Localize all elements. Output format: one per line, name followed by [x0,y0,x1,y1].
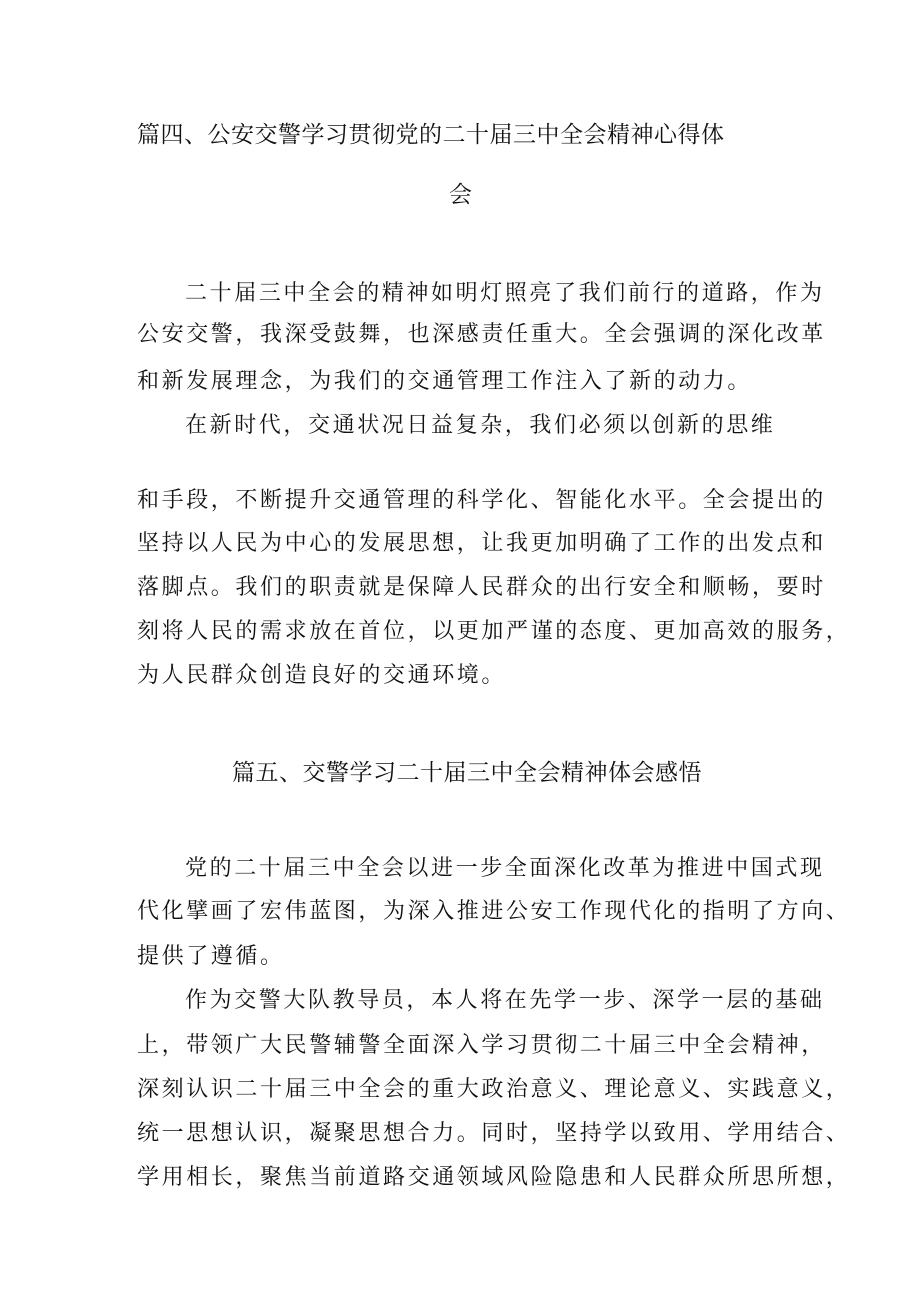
section4-paragraph-line: 刻将人民的需求放在首位，以更加严谨的态度、更加高效的服务， [137,619,851,644]
section4-paragraph-line: 在新时代，交通状况日益复杂，我们必须以创新的思维 [185,413,776,438]
section4-title-line1: 篇四、公安交警学习贯彻党的二十届三中全会精神心得体 [137,122,725,148]
section5-paragraph-line: 作为交警大队教导员，本人将在先学一步、深学一层的基础 [185,988,825,1013]
section4-paragraph-line: 为人民群众创造良好的交通环境。 [137,663,507,688]
section5-paragraph-line: 统一思想认识，凝聚思想合力。同时，坚持学以致用、学用结合、 [137,1121,851,1146]
section5-paragraph-line: 深刻认识二十届三中全会的重大政治意义、理论意义、实践意义， [137,1077,851,1102]
section4-paragraph-line: 二十届三中全会的精神如明灯照亮了我们前行的道路，作为 [185,281,825,306]
section5-paragraph-line: 代化擘画了宏伟蓝图，为深入推进公安工作现代化的指明了方向、 [137,899,851,924]
section5-paragraph-line: 党的二十届三中全会以进一步全面深化改革为推进中国式现 [185,856,825,881]
section4-paragraph-line: 和新发展理念，为我们的交通管理工作注入了新的动力。 [137,369,753,394]
section4-paragraph-line: 和手段，不断提升交通管理的科学化、智能化水平。全会提出的 [137,488,826,513]
section4-title-line2: 会 [449,182,473,208]
section5-paragraph-line: 提供了遵循。 [137,944,285,969]
section5-title: 篇五、交警学习二十届三中全会精神体会感悟 [232,760,702,786]
section4-paragraph-line: 公安交警，我深受鼓舞，也深感责任重大。全会强调的深化改革 [137,322,826,347]
section4-paragraph-line: 落脚点。我们的职责就是保障人民群众的出行安全和顺畅，要时 [137,575,826,600]
section5-paragraph-line: 学用相长，聚焦当前道路交通领域风险隐患和人民群众所思所想， [137,1165,851,1190]
section4-paragraph-line: 坚持以人民为中心的发展思想，让我更加明确了工作的出发点和 [137,531,826,556]
section5-paragraph-line: 上，带领广大民警辅警全面深入学习贯彻二十届三中全会精神， [137,1033,826,1058]
